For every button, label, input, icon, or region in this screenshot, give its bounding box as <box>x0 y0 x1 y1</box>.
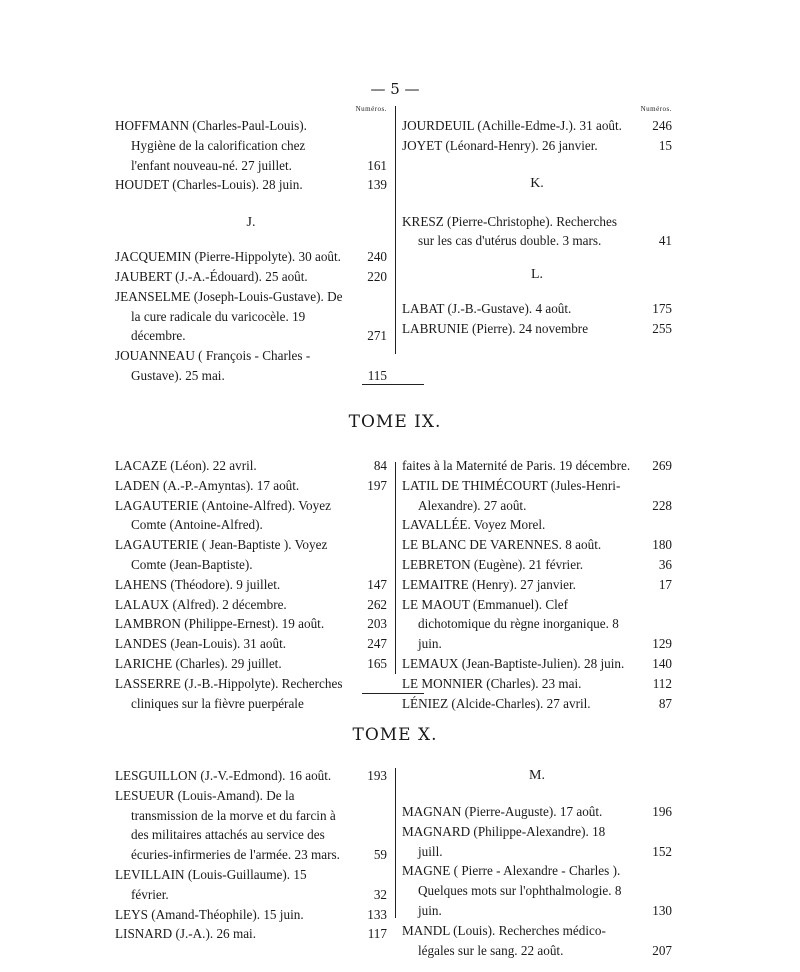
entry: LASSERRE (J.-B.-Hippolyte). Recherches cliniques sur la fièvre puerpérale <box>115 675 343 711</box>
entry: LÉNIEZ (Alcide-Charles). 27 avril. 87 <box>402 695 672 711</box>
column-divider <box>395 768 396 918</box>
section-rule <box>362 693 424 694</box>
entry: LEYS (Amand-Théophile). 15 juin. 133 <box>115 906 387 922</box>
entry: LACAZE (Léon). 22 avril. 84 <box>115 458 387 473</box>
entry: LEMAITRE (Henry). 27 janvier. 17 <box>402 576 672 592</box>
entry: LATIL DE THIMÉCOURT (Jules-Henri-Alexandre). 27 août. 228 <box>402 477 672 513</box>
column-divider <box>395 462 396 674</box>
entry: LESGUILLON (J.-V.-Edmond). 16 août. 193 <box>115 768 387 783</box>
entry: LEBRETON (Eugène). 21 février. 36 <box>402 556 672 572</box>
entry: MAGNAN (Pierre-Auguste). 17 août. 196 <box>402 804 672 819</box>
entry: JOURDEUIL (Achille-Edme-J.). 31 août. 246 <box>402 118 672 133</box>
entry: KRESZ (Pierre-Christophe). Recherches sur les cas d'utérus double. 3 mars. 41 <box>402 213 672 249</box>
letter-heading-l: L. <box>530 267 544 283</box>
entry: MAGNE ( Pierre - Alexandre - Charles ). Quelques mots sur l'ophthalmologie. 8 juin. 130 <box>402 863 672 918</box>
page-number: — 5 — <box>370 80 420 98</box>
entry: LAGAUTERIE (Antoine-Alfred). Voyez Comte (Antoine-Alfred). <box>115 497 331 533</box>
entry: LALAUX (Alfred). 2 décembre. 262 <box>115 596 387 612</box>
entry: LANDES (Jean-Louis). 31 août. 247 <box>115 636 387 652</box>
tome-x-right-column <box>402 766 672 960</box>
entry: JEANSELME (Joseph-Louis-Gustave). De la cure radicale du varicocèle. 19 décembre. 271 <box>115 288 387 344</box>
tome-ix-left-column <box>115 456 387 713</box>
entry: LEVILLAIN (Louis-Guillaume). 15 février. 32 <box>115 866 387 902</box>
letter-heading-j: J. <box>246 215 256 231</box>
entry: LEMAUX (Jean-Baptiste-Julien). 28 juin. 140 <box>402 655 672 671</box>
letter-heading-m: M. <box>529 768 545 783</box>
entry: MAGNARD (Philippe-Alexandre). 18 juill. 152 <box>402 823 672 859</box>
numeros-header: Numéros. <box>640 105 672 113</box>
entry: LAHENS (Théodore). 9 juillet. 147 <box>115 576 387 592</box>
tome-x-left-column <box>115 766 387 944</box>
entry: LAGAUTERIE ( Jean-Baptiste ). Voyez Comte (Jean-Baptiste). <box>115 537 328 572</box>
section-rule <box>362 384 424 385</box>
entry: JACQUEMIN (Pierre-Hippolyte). 30 août. 240 <box>115 249 387 265</box>
top-left-column <box>115 102 387 386</box>
column-divider <box>395 106 396 354</box>
entry: LE MAOUT (Emmanuel). Clef dichotomique du règne inorganique. 8 juin. 129 <box>402 596 672 652</box>
letter-heading-k: K. <box>530 175 544 191</box>
entry: MANDL (Louis). Recherches médico-légales sur le sang. 22 août. 207 <box>402 922 672 958</box>
entry: LESUEUR (Louis-Amand). De la transmission de la morve et du farcin à des militaires attachés au service des écuries-infirmeries de l'armée. 23 mars. 59 <box>115 787 387 863</box>
entry: LARICHE (Charles). 29 juillet. 165 <box>115 655 387 671</box>
entry: LABAT (J.-B.-Gustave). 4 août. 175 <box>402 301 672 317</box>
tome-ix-right-column <box>402 456 672 713</box>
entry: LAVALLÉE. Voyez Morel. <box>402 517 546 533</box>
entry: HOFFMANN (Charles-Paul-Louis). Hygiène de la calorification chez l'enfant nouveau-né. 27 juillet. 161 <box>115 118 387 173</box>
entry: LADEN (A.-P.-Amyntas). 17 août. 197 <box>115 477 387 493</box>
tome-ix-title: TOME IX. <box>348 412 442 432</box>
entry: LAMBRON (Philippe-Ernest). 19 août. 203 <box>115 616 387 632</box>
entry: JAUBERT (J.-A.-Édouard). 25 août. 220 <box>115 268 387 284</box>
numeros-header: Numéros. <box>355 105 387 113</box>
entry: LABRUNIE (Pierre). 24 novembre 255 <box>402 320 672 336</box>
entry: LE BLANC DE VARENNES. 8 août. 180 <box>402 537 672 553</box>
entry: faites à la Maternité de Paris. 19 décembre. 269 <box>402 458 672 473</box>
entry: HOUDET (Charles-Louis). 28 juin. 139 <box>115 177 387 193</box>
entry: JOUANNEAU ( François - Charles - Gustave). 25 mai. 115 <box>115 348 387 383</box>
entry: LISNARD (J.-A.). 26 mai. 117 <box>115 926 387 942</box>
entry: LE MONNIER (Charles). 23 mai. 112 <box>402 675 672 691</box>
tome-x-title: TOME X. <box>352 725 438 745</box>
entry: JOYET (Léonard-Henry). 26 janvier. 15 <box>402 137 672 153</box>
top-right-column <box>402 102 672 339</box>
